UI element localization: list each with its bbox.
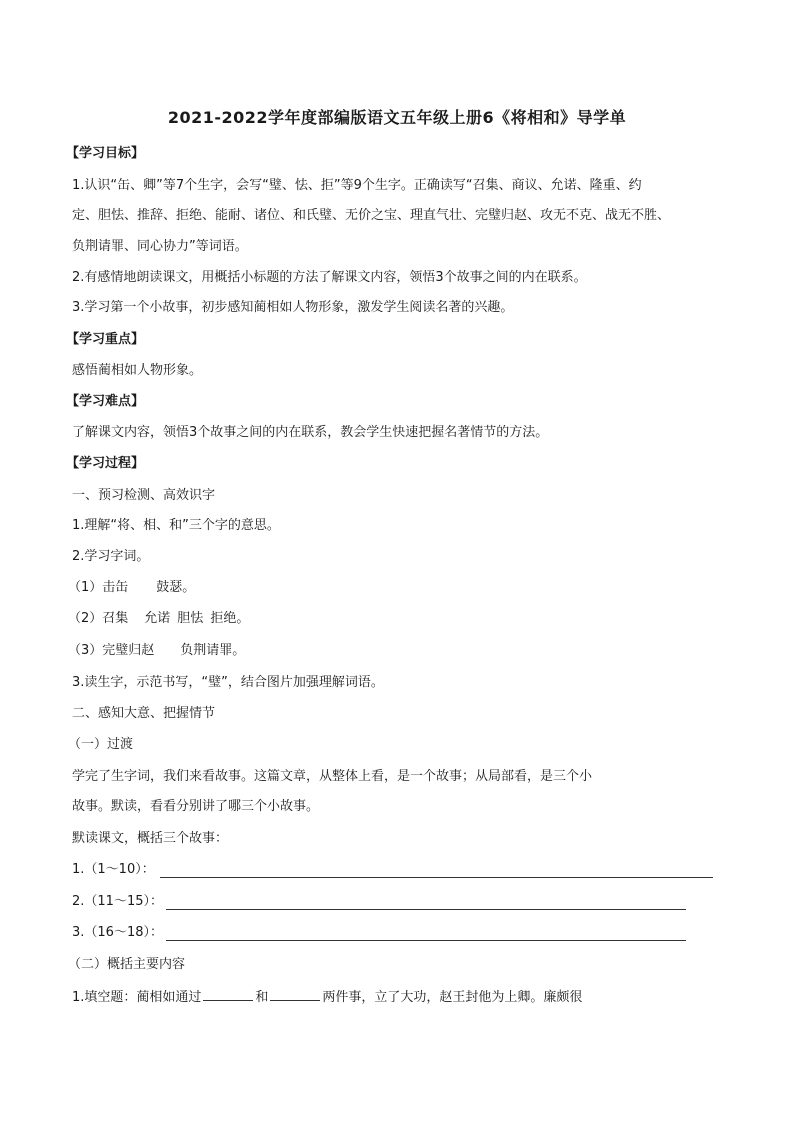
process-part-1: 一、预习检测、高效识字 (72, 488, 216, 503)
process-item-3: 3.读生字，示范书写，“璧”，结合图片加强理解词语。 (72, 675, 384, 690)
goal-3: 3.学习第一个小故事，初步感知蔺相如人物形象，激发学生阅读名著的兴趣。 (72, 300, 514, 315)
question-2-label: 2.（11～15）： (72, 894, 163, 909)
goal-1-line-1: 1.认识“缶、卿”等7个生字，会写“璧、怯、拒”等9个生字。正确读写“召集、商议、允诺、隆重、约 (72, 178, 642, 193)
answer-line-2[interactable] (166, 909, 686, 910)
question-3-label: 3.（16～18）： (72, 925, 163, 940)
goal-1-line-2: 定、胆怯、推辞、拒绝、能耐、诸位、和氏璧、无价之宝、理直气壮、完璧归赵、攻无不克、战无不胜、 (72, 208, 671, 223)
process-part-2: 二、感知大意、把握情节 (72, 706, 216, 721)
fill-blank-1[interactable] (203, 986, 253, 1001)
page-title: 2021-2022学年度部编版语文五年级上册6《将相和》导学单 (167, 108, 627, 127)
subsection-1: （一）过渡 (68, 737, 134, 752)
word-group-1: （1）击缶 鼓瑟。 (68, 580, 196, 595)
paragraph-line-2: 故事。默读，看看分别讲了哪三个小故事。 (72, 799, 320, 814)
process-heading: 【学习过程】 (66, 456, 145, 471)
fill-in-question: 1.填空题：蔺相如通过 和 两件事，立了大功，赵王封他为上卿。廉颇很 (72, 986, 582, 1008)
word-group-3: （3）完璧归赵 负荆请罪。 (68, 643, 246, 658)
key-heading: 【学习重点】 (66, 332, 145, 347)
key-text: 感悟蔺相如人物形象。 (72, 363, 203, 378)
fill-blank-2[interactable] (270, 986, 320, 1001)
goals-heading: 【学习目标】 (66, 146, 145, 161)
difficulty-heading: 【学习难点】 (66, 394, 145, 409)
goal-1-line-3: 负荆请罪、同心协力”等词语。 (72, 239, 248, 254)
paragraph-line-1: 学完了生字词，我们来看故事。这篇文章，从整体上看，是一个故事；从局部看，是三个小 (72, 769, 593, 784)
process-item-1: 1.理解“将、相、和”三个字的意思。 (72, 518, 280, 533)
process-item-2: 2.学习字词。 (72, 549, 150, 564)
answer-line-3[interactable] (166, 940, 686, 941)
question-1-label: 1.（1～10）： (72, 862, 155, 877)
word-group-2: （2）召集 允诺 胆怯 拒绝。 (68, 611, 250, 626)
subsection-2: （二）概括主要内容 (68, 957, 186, 972)
answer-line-1[interactable] (160, 877, 713, 878)
summary-prompt: 默读课文，概括三个故事： (72, 831, 229, 846)
goal-2: 2.有感情地朗读课文，用概括小标题的方法了解课文内容，领悟3个故事之间的内在联系。 (72, 270, 587, 285)
difficulty-text: 了解课文内容，领悟3个故事之间的内在联系，教会学生快速把握名著情节的方法。 (72, 425, 549, 440)
